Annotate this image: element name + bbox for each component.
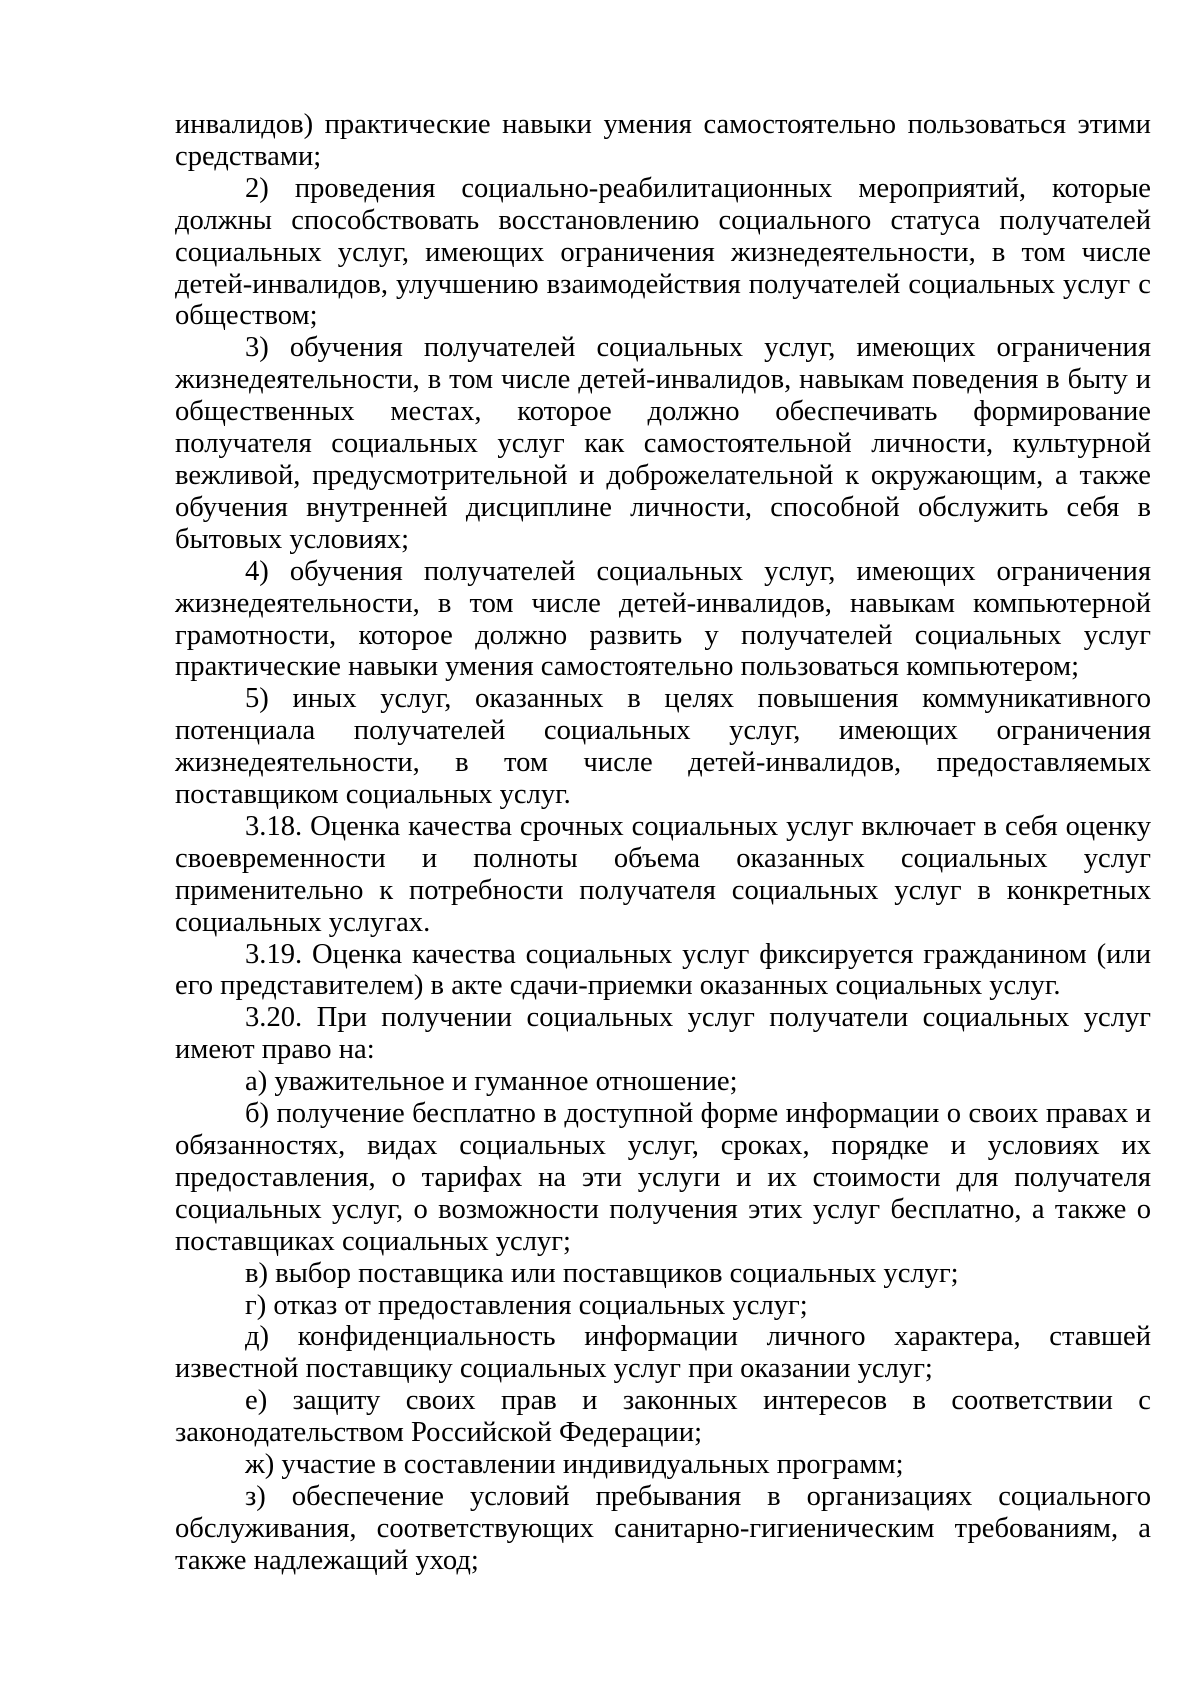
list-item-3: 3) обучения получателей социальных услуг, имеющих ограничения жизнедеятельности, в том числе детей-инвалидов, навыкам поведения в быту и общественных местах, которое должно обеспечивать формирование получателя социальных услуг как самостоятельной личности, культурной вежливой, предусмотрительной и доброжелательной к окружающим, а также обучения внутренней дисциплине личности, способной обслужить себя в бытовых условиях; [175, 332, 1151, 555]
right-item-b: б) получение бесплатно в доступной форме информации о своих правах и обязанностях, видах социальных услуг, сроках, порядке и условиях их предоставления, о тарифах на эти услуги и их стоимости для получателя социальных услуг, о возможности получения этих услуг бесплатно, а также о поставщиках социальных услуг; [175, 1098, 1151, 1257]
right-item-v: в) выбор поставщика или поставщиков социальных услуг; [245, 1257, 959, 1289]
list-item-5: 5) иных услуг, оказанных в целях повышения коммуникативного потенциала получателей социальных услуг, имеющих ограничения жизнедеятельности, в том числе детей-инвалидов, предоставляемых поставщиком социальных услуг. [175, 683, 1151, 811]
list-item-2: 2) проведения социально-реабилитационных мероприятий, которые должны способствовать восстановлению социального статуса получателей социальных услуг, имеющих ограничения жизнедеятельности, в том числе детей-инвалидов, улучшению взаимодействия получателей социальных услуг с обществом; [175, 172, 1151, 332]
clause-3-19: 3.19. Оценка качества социальных услуг фиксируется гражданином (или его представителем) в акте сдачи-приемки оказанных социальных услуг. [175, 938, 1151, 1002]
right-item-z: з) обеспечение условий пребывания в организациях социального обслуживания, соответствующих санитарно-гигиеническим требованиям, а также надлежащий уход; [175, 1480, 1151, 1576]
paragraph-continuation: инвалидов) практические навыки умения самостоятельно пользоваться этими средствами; [175, 109, 1151, 172]
list-item-4: 4) обучения получателей социальных услуг, имеющих ограничения жизнедеятельности, в том числе детей-инвалидов, навыкам компьютерной грамотности, которое должно развить у получателей социальных услуг практические навыки умения самостоятельно пользоваться компьютером; [175, 555, 1151, 683]
right-item-g: г) отказ от предоставления социальных услуг; [245, 1289, 808, 1321]
clause-3-20: 3.20. При получении социальных услуг получатели социальных услуг имеют право на: [175, 1002, 1151, 1066]
right-item-a: а) уважительное и гуманное отношение; [245, 1066, 738, 1098]
clause-3-18: 3.18. Оценка качества срочных социальных услуг включает в себя оценку своевременности и полноты объема оказанных социальных услуг применительно к потребности получателя социальных услуг в конкретных социальных услугах. [175, 810, 1151, 938]
right-item-d: д) конфиденциальность информации личного характера, ставшей известной поставщику социальных услуг при оказании услуг; [175, 1321, 1151, 1385]
right-item-e: е) защиту своих прав и законных интересов в соответствии с законодательством Российской Федерации; [175, 1385, 1151, 1449]
right-item-zh: ж) участие в составлении индивидуальных программ; [245, 1449, 904, 1481]
